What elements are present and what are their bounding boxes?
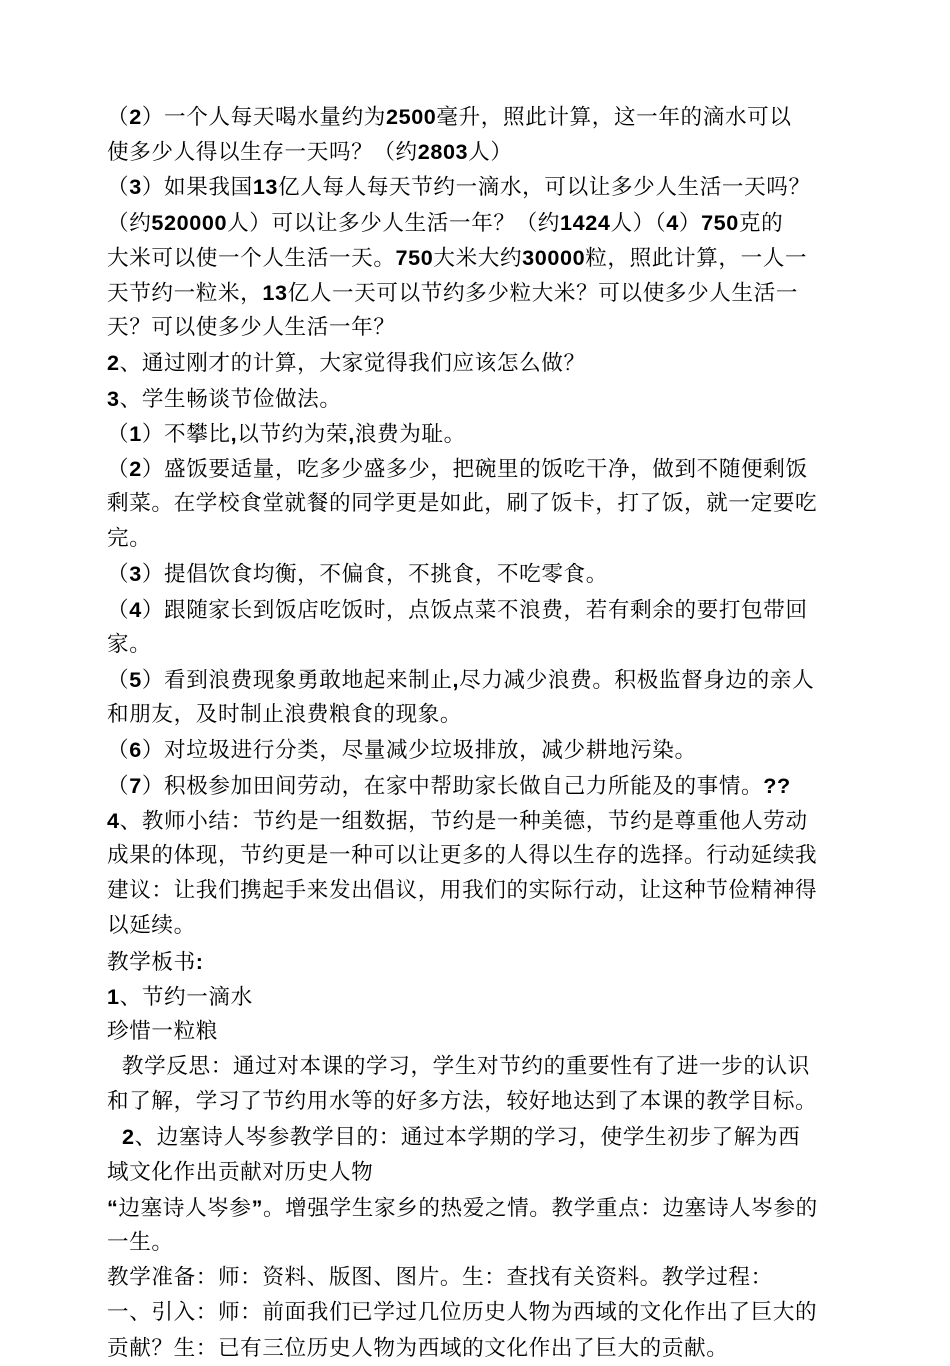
text-line: 成果的体现，节约更是一种可以让更多的人得以生存的选择。行动延续我 [107,842,818,868]
text-line: 一、引入：师：前面我们已学过几位历史人物为西域的文化作出了巨大的 [107,1300,818,1326]
text-line: （约520000人）可以让多少人生活一年？（约1424人）（4）750克的 [107,209,784,236]
text-line: 1、节约一滴水 [107,983,253,1010]
text-line: 天节约一粒米，13亿人一天可以节约多少粒大米？可以使多少人生活一 [107,279,799,306]
text-line: 一生。 [107,1230,174,1255]
text-line: 2、边塞诗人岑参教学目的：通过本学期的学习，使学生初步了解为西 [121,1124,801,1151]
text-line: （1）不攀比,以节约为荣,浪费为耻。 [107,420,466,447]
text-line: 教学准备：师：资料、版图、图片。生：查找有关资料。教学过程： [107,1265,773,1291]
text-line: （3）提倡饮食均衡，不偏食，不挑食，不吃零食。 [107,561,608,588]
text-line: （2）一个人每天喝水量约为2500毫升，照此计算，这一年的滴水可以 [107,104,792,130]
text-line: （2）盛饭要适量，吃多少盛多少，把碗里的饭吃干净，做到不随便剩饭 [107,455,808,482]
text-line: 教学板书: [107,948,204,975]
text-line: 使多少人得以生存一天吗？（约2803人） [107,139,513,166]
text-line: 教学反思：通过对本课的学习，学生对节约的重要性有了进一步的认识 [107,1054,810,1080]
text-line: 珍惜一粒粮 [107,1018,218,1044]
text-line: 贡献？生：已有三位历史人物为西域的文化作出了巨大的贡献。 [107,1335,729,1361]
text-line: 和了解，学习了节约用水等的好多方法，较好地达到了本课的教学目标。 [107,1089,818,1115]
text-line: （4）跟随家长到饭店吃饭时，点饭点菜不浪费，若有剩余的要打包带回 [107,596,808,623]
document-body [107,99,859,1366]
text-line: “边塞诗人岑参”。增强学生家乡的热爱之情。教学重点：边塞诗人岑参的 [107,1194,818,1221]
text-line: 家。 [107,631,152,657]
text-line: （3）如果我国13亿人每人每天节约一滴水，可以让多少人生活一天吗？ [107,174,811,201]
text-line: 3、学生畅谈节俭做法。 [107,385,342,412]
text-line: （6）对垃圾进行分类，尽量减少垃圾排放，减少耕地污染。 [107,737,697,764]
text-line: （5）看到浪费现象勇敢地起来制止,尽力减少浪费。积极监督身边的亲人 [107,667,815,693]
text-line: 天？可以使多少人生活一年？ [107,315,396,341]
text-line: （7）积极参加田间劳动，在家中帮助家长做自己力所能及的事情。?? [107,772,791,799]
text-line: 以延续。 [107,913,196,939]
text-line: 大米可以使一个人生活一天。750大米大约30000粒，照此计算，一人一 [107,244,808,271]
text-line: 和朋友，及时制止浪费粮食的现象。 [107,702,463,728]
text-line: 2、通过刚才的计算，大家觉得我们应该怎么做？ [107,350,586,377]
text-line: 完。 [107,526,152,552]
text-line: 域文化作出贡献对历史人物 [107,1159,374,1185]
text-line: 4、教师小结：节约是一组数据，节约是一种美德，节约是尊重他人劳动 [107,807,808,834]
text-line: 建议：让我们携起手来发出倡议，用我们的实际行动，让这种节俭精神得 [107,878,818,904]
text-line: 剩菜。在学校食堂就餐的同学更是如此，刷了饭卡，打了饭，就一定要吃 [107,491,818,517]
